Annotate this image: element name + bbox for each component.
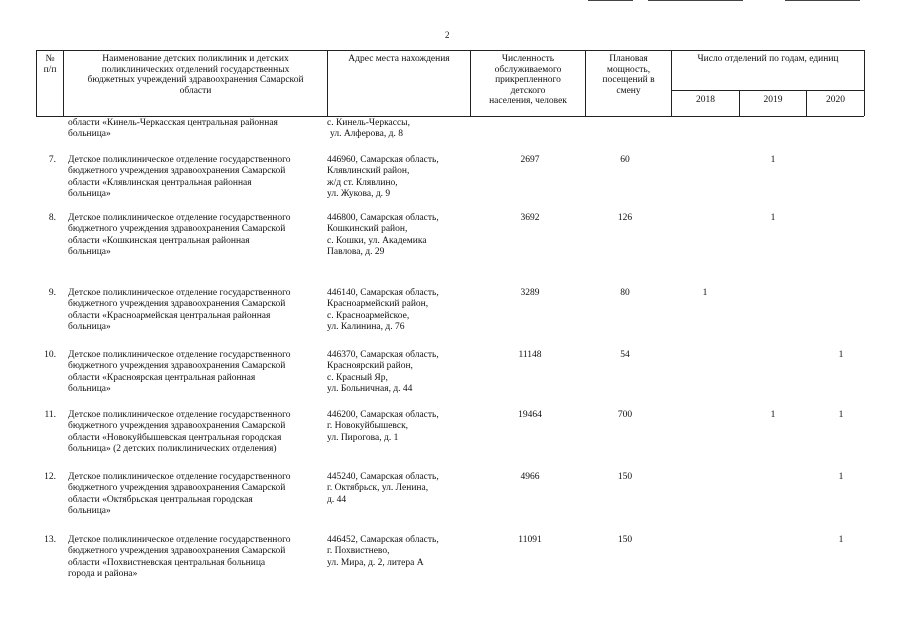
top-edge-line [648,0,743,1]
population-value: 11148 [518,350,542,360]
institution-name: Детское поликлиническое отделение государственного бюджетного учреждения здравоохранения Самарской области «Красноярская центральная районная больница» [68,350,291,394]
year-2019-value: 1 [770,213,776,223]
institution-address: 446800, Самарская область, Кошкинский район, с. Кошки, ул. Академика Павлова, д. 29 [327,213,439,257]
row-number: 12. [44,472,56,482]
year-2018-value: 1 [702,288,708,298]
year-2019-value: 1 [770,410,776,420]
population-value: 11091 [518,535,542,545]
institution-name: Детское поликлиническое отделение государственного бюджетного учреждения здравоохранения Самарской области «Клявлинская центральная районная больница» [68,155,291,199]
institution-address: 446452, Самарская область, г. Похвистнево, ул. Мира, д. 2, литера А [327,535,439,568]
institution-address: 446200, Самарская область, г. Новокуйбышевск, ул. Пирогова, д. 1 [327,410,439,443]
capacity-value: 700 [617,410,633,420]
top-edge-line [785,0,860,1]
row-number: 10. [44,350,56,360]
institution-name: Детское поликлиническое отделение государственного бюджетного учреждения здравоохранения Самарской области «Октябрьская центральная городская больница» [68,472,291,516]
header-capacity: Плановая мощность, посещений в смену [602,54,655,96]
capacity-value: 126 [617,213,633,223]
page-number: 2 [445,30,450,40]
population-value: 4966 [520,472,540,482]
population-value: 19464 [518,410,542,420]
institution-name: Детское поликлиническое отделение государственного бюджетного учреждения здравоохранения Самарской области «Похвистневская центральная больница города и района» [68,535,291,579]
capacity-value: 60 [620,155,630,165]
row-number: 8. [48,213,56,223]
capacity-value: 54 [620,350,630,360]
header-name: Наименование детских поликлиник и детских поликлинических отделений государственных бюджетных учреждений здравоохранения Самарской области [87,54,304,96]
population-value: 3289 [520,288,540,298]
institution-name: Детское поликлиническое отделение государственного бюджетного учреждения здравоохранения Самарской области «Красноармейская центральная районная больница» [68,288,291,332]
row-number: 11. [44,410,56,420]
institution-name: Детское поликлиническое отделение государственного бюджетного учреждения здравоохранения Самарской области «Кошкинская центральная районная больница» [68,213,291,257]
institution-name: Детское поликлиническое отделение государственного бюджетного учреждения здравоохранения Самарской области «Новокуйбышевская центральная городская больница» (2 детских поликлинических отделения) [68,410,291,454]
year-2019-value: 1 [770,155,776,165]
capacity-value: 150 [617,535,633,545]
year-2020-value: 1 [838,535,844,545]
header-population: Численность обслуживаемого прикрепленного детского населения, человек [489,54,567,106]
institution-address: 446370, Самарская область, Красноярский район, с. Красный Яр, ул. Больничная, д. 44 [327,350,439,394]
institution-address: с. Кинель-Черкассы, ул. Алферова, д. 8 [327,118,410,140]
year-2020-value: 1 [838,410,844,420]
year-2020-value: 1 [838,350,844,360]
header-address: Адрес места нахождения [348,54,450,64]
header-num: № п/п [43,54,57,75]
header-departments: Число отделений по годам, единиц [697,54,839,64]
row-number: 7. [48,155,56,165]
row-number: 9. [48,288,56,298]
capacity-value: 150 [617,472,633,482]
institution-address: 446140, Самарская область, Красноармейский район, с. Красноармейское, ул. Калинина, д. 76 [327,288,439,332]
population-value: 3692 [520,213,540,223]
header-year-2020: 2020 [826,95,845,105]
institution-address: 445240, Самарская область, г. Октябрьск, ул. Ленина, д. 44 [327,472,439,505]
capacity-value: 80 [620,288,630,298]
top-edge-line [588,0,633,1]
institution-address: 446960, Самарская область, Клявлинский район, ж/д ст. Клявлино, ул. Жукова, д. 9 [327,155,439,199]
header-year-2019: 2019 [763,95,783,105]
year-2020-value: 1 [838,472,844,482]
population-value: 2697 [520,155,540,165]
institution-name: области «Кинель-Черкасская центральная районная больница» [68,118,278,140]
row-number: 13. [44,535,56,545]
header-year-2018: 2018 [696,95,715,105]
